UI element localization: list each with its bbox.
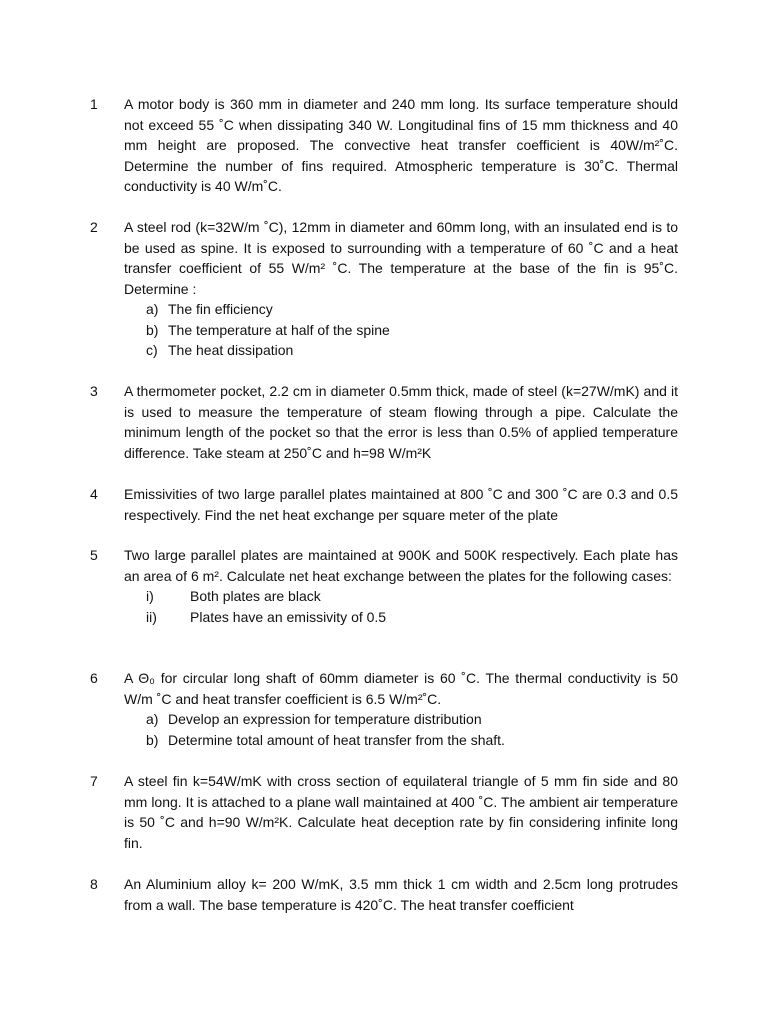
sub-item xyxy=(124,607,678,628)
sub-item-marker: b) xyxy=(146,731,159,748)
question-number: 4 xyxy=(90,486,98,502)
question-number: 6 xyxy=(90,670,98,686)
question-number: 8 xyxy=(90,876,98,892)
sub-item xyxy=(124,320,678,341)
question-text: Two large parallel plates are maintained at 900K and 500K respectively. Each plate has an area of 6 m². Calculate net heat exchange between the plates for the following cases: xyxy=(124,547,678,584)
question-number: 7 xyxy=(90,773,98,789)
question-number: 5 xyxy=(90,547,98,563)
sub-item-marker: ii) xyxy=(146,608,157,625)
sub-item-label: Determine total amount of heat transfer from the shaft. xyxy=(168,731,505,748)
question-text: A thermometer pocket, 2.2 cm in diameter 0.5mm thick, made of steel (k=27W/mK) and it is used to measure the temperature of steam flowing through a pipe. Calculate the minimum length of the pocket so that the error is less than 0.5% of applied temperature difference. Take steam at 250˚C and h=98 W/m²K xyxy=(124,383,678,461)
sub-item-label: The fin efficiency xyxy=(168,301,273,317)
sub-item-marker: b) xyxy=(146,321,159,338)
question-text: A motor body is 360 mm in diameter and 240 mm long. Its surface temperature should not exceed 55 ˚C when dissipating 340 W. Longitudinal fins of 15 mm thickness and 40 mm height are proposed. The convective heat transfer coefficient is 40W/m²˚C. Determine the number of fins required. Atmospheric temperature is 30˚C. Thermal conductivity is 40 W/m˚C. xyxy=(124,96,678,194)
sub-item xyxy=(124,586,678,607)
sub-item-marker: i) xyxy=(146,588,154,604)
question-text: A Θ₀ for circular long shaft of 60mm diameter is 60 ˚C. The thermal conductivity is 50 W/m ˚C and heat transfer coefficient is 6.5 W/m²˚C. xyxy=(124,670,678,707)
sub-item-marker: c) xyxy=(146,342,158,358)
sub-item-label: The heat dissipation xyxy=(168,342,294,358)
sub-item-marker: a) xyxy=(146,301,159,317)
sub-item-label: Plates have an emissivity of 0.5 xyxy=(190,608,387,625)
question-number: 2 xyxy=(90,219,98,235)
question-text: Emissivities of two large parallel plates maintained at 800 ˚C and 300 ˚C are 0.3 and 0.5 respectively. Find the net heat exchange per square meter of the plate xyxy=(124,486,678,523)
sub-item xyxy=(124,709,678,730)
question-text: A steel fin k=54W/mK with cross section of equilateral triangle of 5 mm fin side and 80 mm long. It is attached to a plane wall maintained at 400 ˚C. The ambient air temperature is 50 ˚C and h=90 W/m²K. Calculate heat deception rate by fin considering infinite long fin. xyxy=(124,773,678,851)
sub-item xyxy=(124,730,678,751)
question-text: A steel rod (k=32W/m ˚C), 12mm in diameter and 60mm long, with an insulated end is to be used as spine. It is exposed to surrounding with a temperature of 60 ˚C and a heat transfer coefficient of 55 W/m² ˚C. The temperature at the base of the fin is 95˚C. Determine : xyxy=(124,219,678,297)
sub-item-marker: a) xyxy=(146,711,159,727)
question-text: An Aluminium alloy k= 200 W/mK, 3.5 mm thick 1 cm width and 2.5cm long protrudes from a wall. The base temperature is 420˚C. The heat transfer coefficient xyxy=(124,876,678,913)
question-number: 3 xyxy=(90,383,98,399)
sub-item xyxy=(124,340,678,361)
sub-item-label: Develop an expression for temperature distribution xyxy=(168,711,482,727)
question-number: 1 xyxy=(90,96,98,112)
sub-item-label: Both plates are black xyxy=(190,588,321,604)
sub-item-label: The temperature at half of the spine xyxy=(168,321,390,338)
sub-item xyxy=(124,299,678,320)
